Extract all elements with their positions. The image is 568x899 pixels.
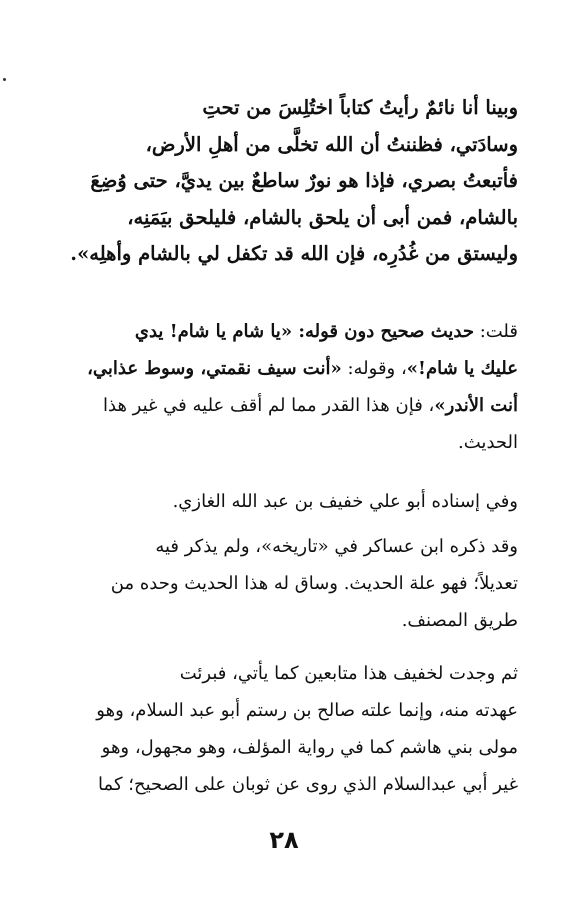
hadith-text [38, 90, 518, 273]
commentary-line [38, 350, 518, 387]
hadith-line: بالشام، فمن أبى أن يلحق بالشام، فليلحق بيَمَنِه، [127, 205, 518, 229]
commentary-line: الحديث. [458, 432, 518, 453]
commentary-paragraph-3 [38, 528, 518, 639]
hadith-line: وليستق من غُدُرِه، فإن الله قد تكفل لي بالشام وأهلِه». [70, 242, 518, 265]
commentary-line: وقد ذكره ابن عساكر في «تاريخه»، ولم يذكر فيه [155, 536, 518, 557]
commentary-line [38, 387, 518, 424]
hadith-line: وبينا أنا نائمٌ رأيتُ كتاباً اختُلِسَ من تحتِ [202, 96, 518, 119]
commentary-line: عهدته منه، وإنما علته صالح بن رستم أبو عبد السلام، وهو [96, 700, 518, 721]
verdict-text: حديث صحيح دون قوله: «يا شام يا شام! يدي [134, 321, 474, 342]
commentary-line: تعديلاً؛ فهو علة الحديث. وساق له هذا الحديث وحده من [110, 573, 518, 594]
quoted-phrase: «أنت سيف نقمتي، وسوط عذابي، [87, 358, 342, 379]
commentary-line: غير أبي عبدالسلام الذي روى عن ثوبان على الصحيح؛ كما [98, 774, 518, 795]
commentary-line [38, 313, 518, 350]
page-number: ٢٨ [269, 826, 299, 854]
commentary-line: ثم وجدت لخفيف هذا متابعين كما يأتي، فبرئت [179, 663, 518, 684]
commentary-paragraph-1 [38, 313, 518, 461]
quoted-phrase: أنت الأندر» [434, 395, 518, 416]
hadith-line: وسادَتي، فظننتُ أن الله تخلَّى من أهلِ الأرض، [145, 132, 518, 156]
margin-mark [3, 78, 6, 81]
commentary-line: وفي إسناده أبو علي خفيف بن عبد الله الغازي. [172, 491, 518, 512]
connector-text: ، فإن هذا القدر مما لم أقف عليه في غير هذا [103, 395, 435, 416]
commentary-line: مولى بني هاشم كما في رواية المؤلف، وهو مجهول، وهو [101, 737, 518, 758]
commentary-paragraph-4 [38, 655, 518, 803]
hadith-line: فأتبعتُ بصري، فإذا هو نورٌ ساطعٌ بين يديَّ، حتى وُضِعَ [90, 169, 518, 192]
quoted-phrase: عليك يا شام!» [406, 358, 518, 379]
commentary-paragraph-2 [38, 483, 518, 520]
connector-text: ، وقوله: [341, 358, 407, 379]
commentary-line: طريق المصنف. [401, 610, 518, 631]
comment-prefix: قلت: [473, 321, 518, 342]
